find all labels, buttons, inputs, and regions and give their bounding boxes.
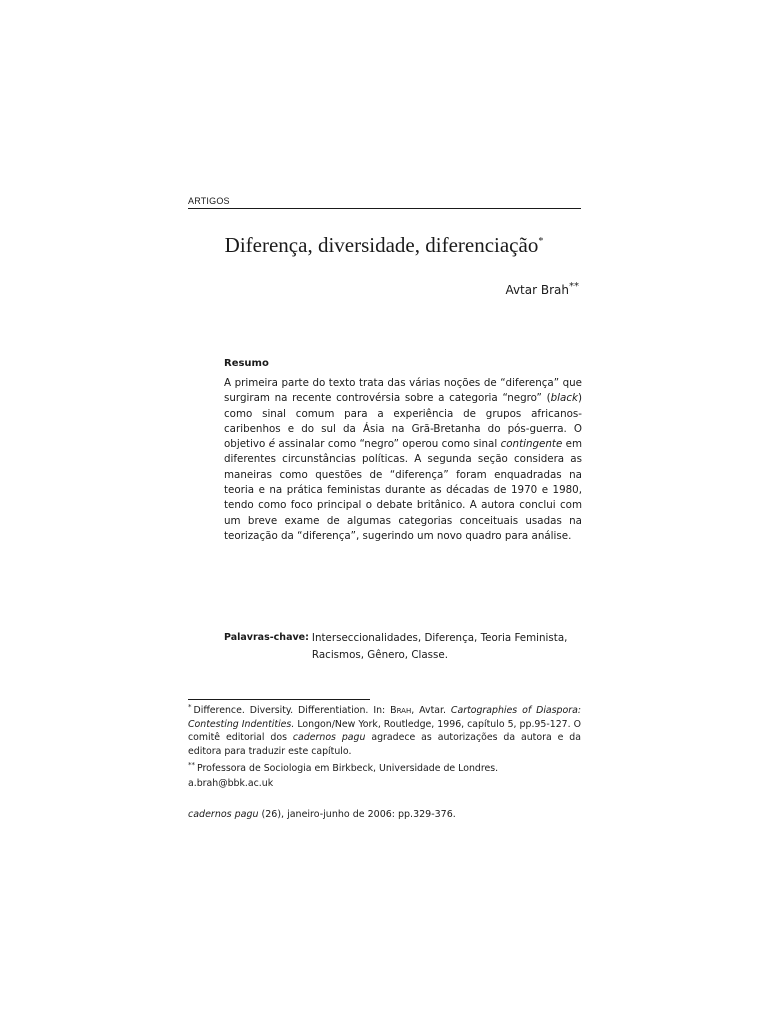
footnote-1-text-b: , Avtar. [411,705,451,716]
footnotes [188,704,581,794]
footnote-1-text-a: Difference. Diversity. Differentiation. In: [193,705,391,716]
footnote-2 [188,762,581,776]
footnote-1-author: Brah [390,705,412,716]
author-footnote-mark: ** [569,281,579,292]
author-text: Avtar Brah [505,283,569,297]
abstract-italic-contingente: contingente [500,438,563,451]
footnote-1 [188,704,581,758]
footnote-1-mark: * [188,702,192,711]
abstract-part-3: assinalar como “negro” operou como sinal [275,438,501,451]
footnote-1-text-c: Longon/New York, Routledge, 1996, capítulo 5, pp.95-127. O comitê editorial dos [188,718,582,743]
keywords-list: Interseccionalidades, Diferença, Teoria Feminista, Racismos, Gênero, Classe. [311,632,568,661]
author-name [505,283,579,297]
abstract-italic-e: é [268,438,276,451]
abstract-italic-black: black [550,392,578,405]
section-label: ARTIGOS [188,196,230,206]
abstract-part-1: A primeira parte do texto trata das várias noções de “diferença” que surgiram na recente controvérsia sobre a categoria “negro” ( [224,377,582,405]
article-title [150,233,618,258]
abstract-part-2: ) como sinal comum para a experiência de grupos africanos-caribenhos e do sul da Ásia na Grã-Bretanha do pós-guerra. O objetivo [224,392,582,451]
footnote-2-mark: ** [188,760,195,769]
footnote-2-text: Professora de Sociologia em Birkbeck, Universidade de Londres. [197,763,499,774]
journal-citation [188,809,456,820]
abstract [224,358,582,544]
title-footnote-mark: * [538,236,544,247]
abstract-body [224,376,582,544]
journal-issue: (26), janeiro-junho de 2006: pp.329-376. [258,809,456,820]
keywords [224,630,584,663]
author-email: a.brah@bbk.ac.uk [188,777,274,789]
header-rule [188,208,581,209]
footnote-1-text-d: agradece as autorizações da autora e da editora para traduzir este capítulo. [188,732,581,757]
keywords-label: Palavras-chave: [224,632,309,643]
journal-name: cadernos pagu [188,809,259,820]
title-text: Diferença, diversidade, diferenciação [224,233,539,257]
footnote-1-journal: cadernos pagu [292,732,366,743]
abstract-heading: Resumo [224,358,269,369]
abstract-part-4: em diferentes circunstâncias políticas. A segunda seção considera as maneiras como questões de “diferença” foram enquadradas na teoria e na prática feministas durante as décadas de 1970 e 1980, tendo como foco principal o debate britânico. A autora conclui com um breve exame de algumas categorias conceituais usadas na teorização da “diferença”, sugerindo um novo quadro para análise. [224,438,582,542]
footnote-rule [188,699,370,700]
footnote-1-book-title: Cartographies of Diaspora: Contesting Indentities. [188,705,581,730]
